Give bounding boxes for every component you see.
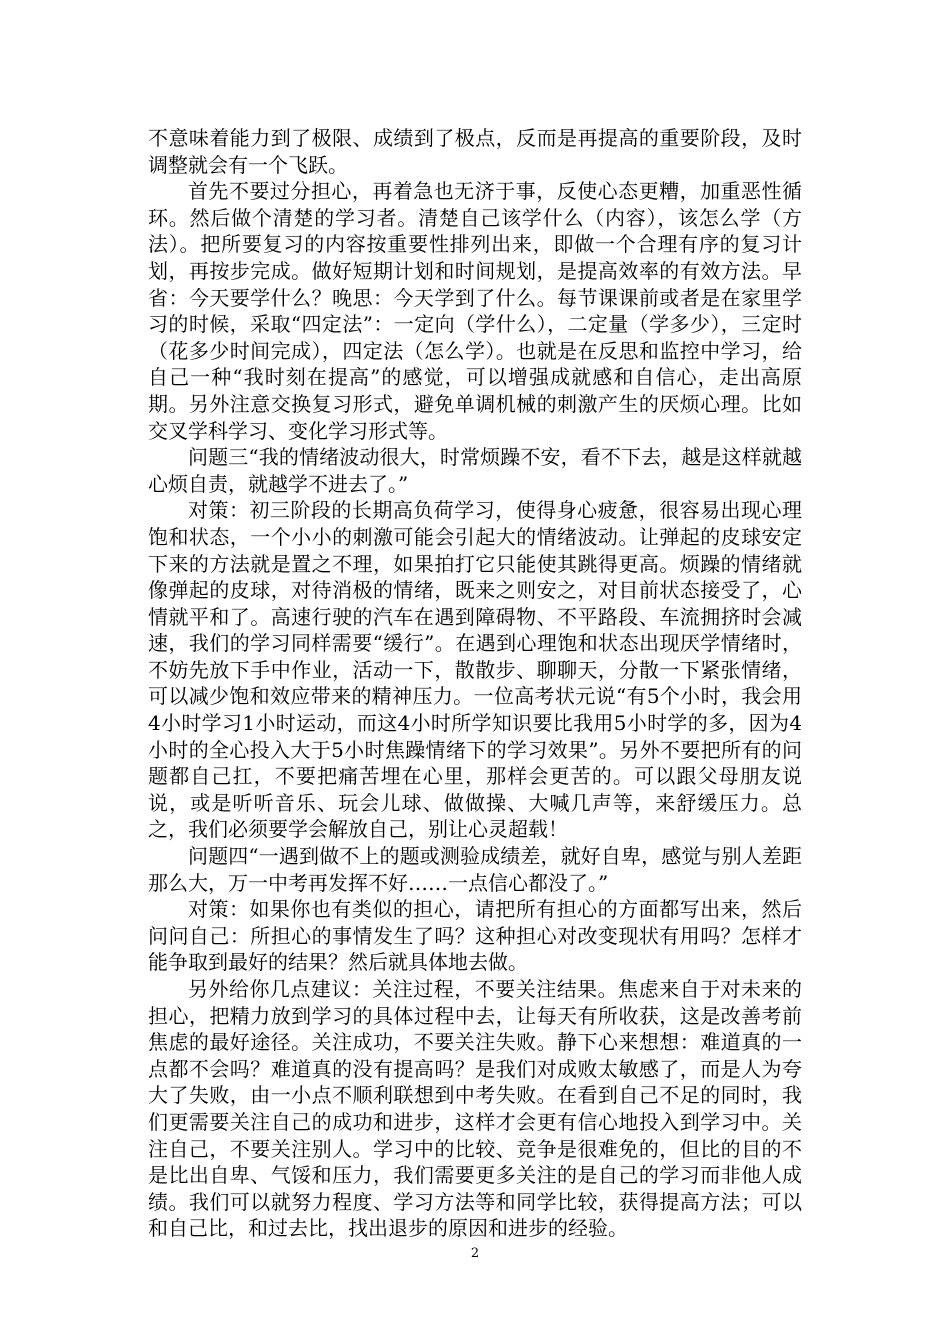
paragraph-answer-three: 对策：初三阶段的长期高负荷学习，使得身心疲惫，很容易出现心理饱和状态，一个小小的刺激可能会引起大的情绪波动。让弹起的皮球安定下来的方法就是置之不理，如果拍打它只能使其跳得更高。烦躁的情绪就像弹起的皮球，对待消极的情绪，既来之则安之，对目前状态接受了，心情就平和了。高速行驶的汽车在遇到障碍物、不平路段、车流拥挤时会减速，我们的学习同样需要“缓行”。在遇到心理饱和状态出现厌学情绪时，不妨先放下手中作业，活动一下，散散步、聊聊天，分散一下紧张情绪，可以减少饱和效应带来的精神压力。一位高考状元说“有5个小时，我会用4小时学习1小时运动，而这4小时所学知识要比我用5小时学的多，因为4小时的全心投入大于5小时焦躁情绪下的学习效果”。另外不要把所有的问题都自己扛，不要把痛苦埋在心里，那样会更苦的。可以跟父母朋友说说，或是听听音乐、玩会儿球、做做操、大喊几声等，来舒缓压力。总之，我们必须要学会解放自己，别让心灵超载！ (148, 498, 802, 842)
paragraph-answer-four: 对策：如果你也有类似的担心，请把所有担心的方面都写出来，然后问问自己：所担心的事情发生了吗？这种担心对改变现状有用吗？怎样才能争取到最好的结果？然后就具体地去做。 (148, 897, 802, 975)
paragraph-question-three: 问题三“我的情绪波动很大，时常烦躁不安，看不下去，越是这样就越心烦自责，就越学不进去了。” (148, 445, 802, 496)
paragraph-strategy: 首先不要过分担心，再着急也无济于事，反使心态更糟，加重恶性循环。然后做个清楚的学习者。清楚自己该学什么（内容），该怎么学（方法）。把所要复习的内容按重要性排列出来，即做一个合理有序的复习计划，再按步完成。做好短期计划和时间规划，是提高效率的有效方法。早省：今天要学什么？晚思：今天学到了什么。每节课课前或者是在家里学习的时候，采取“四定法”：一定向（学什么），二定量（学多少），三定时（花多少时间完成），四定法（怎么学）。也就是在反思和监控中学习，给自己一种“我时刻在提高”的感觉，可以增强成就感和自信心，走出高原期。另外注意交换复习形式，避免单调机械的刺激产生的厌烦心理。比如交叉学科学习、变化学习形式等。 (148, 179, 802, 443)
paragraph-continuation: 不意味着能力到了极限、成绩到了极点，反而是再提高的重要阶段，及时调整就会有一个飞跃。 (148, 126, 802, 177)
paragraph-question-four: 问题四“一遇到做不上的题或测验成绩差，就好自卑，感觉与别人差距那么大，万一中考再发挥不好……一点信心都没了。” (148, 844, 802, 895)
page-number: 2 (470, 1246, 480, 1261)
paragraph-suggestions: 另外给你几点建议：关注过程，不要关注结果。焦虑来自于对未来的担心，把精力放到学习的具体过程中去，让每天有所收获，这是改善考前焦虑的最好途径。关注成功，不要关注失败。静下心来想想：难道真的一点都不会吗？难道真的没有提高吗？是我们对成败太敏感了，而是人为夸大了失败，由一小点不顺利联想到中考失败。在看到自己不足的同时，我们更需要关注自己的成功和进步，这样才会更有信心地投入到学习中。关注自己，不要关注别人。学习中的比较、竞争是很难免的，但比的目的不是比出自卑、气馁和压力，我们需要更多关注的是自己的学习而非他人成绩。我们可以就努力程度、学习方法等和同学比较，获得提高方法；可以和自己比，和过去比，找出退步的原因和进步的经验。 (148, 977, 802, 1241)
document-body (148, 125, 802, 1242)
